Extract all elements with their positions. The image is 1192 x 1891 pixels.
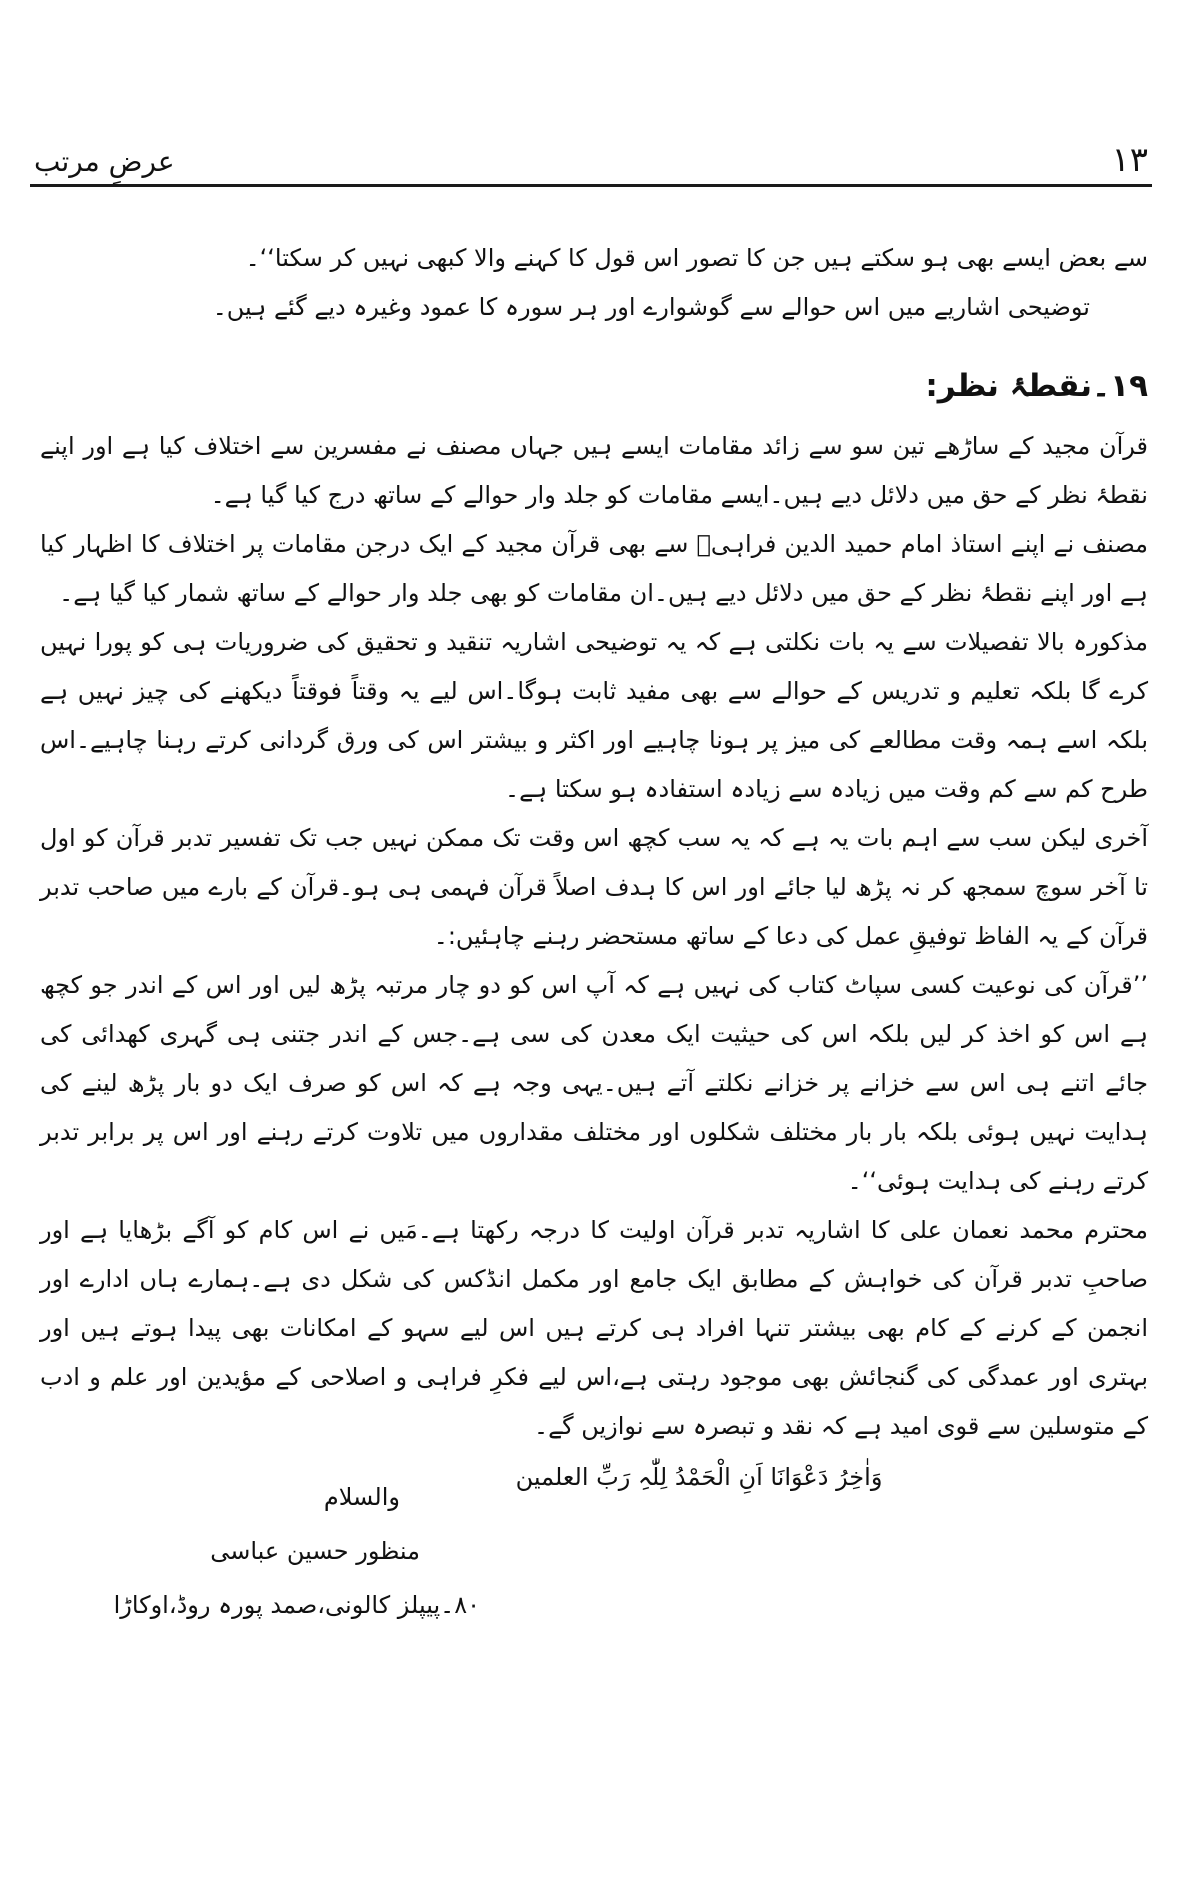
- paragraph: مذکورہ بالا تفصیلات سے یہ بات نکلتی ہے کہ یہ توضیحی اشاریہ تنقید و تحقیق کی ضروریات ہی کو پورا نہیں کرے گا بلکہ تعلیم و تدریس کے حوالے سے بھی مفید ثابت ہوگا۔اس لیے یہ وقتاً فوقتاً دیکھنے کی چیز نہیں ہے بلکہ اسے ہمہ وقت مطالعے کی میز پر ہونا چاہیے اور اکثر و بیشتر اس کی ورق گردانی کرتے رہنا چاہیے۔اس طرح کم سے کم وقت میں زیادہ سے زیادہ استفادہ ہو سکتا ہے۔: [40, 628, 1148, 803]
- intro-line-2: توضیحی اشاریے میں اس حوالے سے گوشوارے اور ہر سورہ کا عمود وغیرہ دیے گئے ہیں۔: [212, 293, 1090, 321]
- block-quote: ’’قرآن کی نوعیت کسی سپاٹ کتاب کی نہیں ہے کہ آپ اس کو دو چار مرتبہ پڑھ لیں اور اس کے اندر جو کچھ ہے اس کو اخذ کر لیں بلکہ اس کی حیثیت ایک معدن کی سی ہے۔جس کے اندر جتنی ہی گہری کھدائی کی جائے اتنے ہی اس سے خزانے پر خزانے نکلتے آتے ہیں۔یہی وجہ ہے کہ اس کو صرف ایک دو بار پڑھ لینے کی ہدایت نہیں ہوئی بلکہ بار بار مختلف شکلوں اور مختلف مقداروں میں تلاوت کرتے رہنے اور اس پر برابر تدبر کرتے رہنے کی ہدایت ہوئی‘‘۔: [40, 971, 1148, 1195]
- closing-dua: وَاٰخِرُ دَعْوَانَا اَنِ الْحَمْدُ لِلّٰہِ رَبِّ العلمین: [515, 1463, 883, 1491]
- intro-line-1: سے بعض ایسے بھی ہو سکتے ہیں جن کا تصور اس قول کا کہنے والا کبھی نہیں کر سکتا‘‘۔: [245, 244, 1148, 272]
- body-text: [40, 234, 1148, 1502]
- running-header: [30, 140, 1152, 184]
- section-heading: ۱۹۔نقطۂ نظر:: [925, 368, 1148, 404]
- page-number: ۱۳: [1111, 140, 1148, 180]
- signature-block: [60, 1470, 480, 1632]
- signature-address: ۸۰۔پیپلز کالونی،صمد پورہ روڈ،اوکاڑا: [113, 1591, 480, 1619]
- running-title: عرضِ مرتب: [34, 145, 175, 178]
- signature-name: منظور حسین عباسی: [210, 1537, 420, 1565]
- paragraph: محترم محمد نعمان علی کا اشاریہ تدبر قرآن اولیت کا درجہ رکھتا ہے۔مَیں نے اس کام کو آگے بڑھایا ہے اور صاحبِ تدبر قرآن کی خواہش کے مطابق ایک جامع اور مکمل انڈکس کی شکل دی ہے۔ہمارے ہاں ادارے اور انجمن کے کرنے کے کام بھی بیشتر تنہا افراد ہی کرتے ہیں اس لیے سہو کے امکانات بھی پیدا ہوتے ہیں اور بہتری اور عمدگی کی گنجائش بھی موجود رہتی ہے،اس لیے فکرِ فراہی و اصلاحی کے مؤیدین اور علم و ادب کے متوسلین سے قوی امید ہے کہ نقد و تبصرہ سے نوازیں گے۔: [40, 1216, 1148, 1440]
- paragraph: آخری لیکن سب سے اہم بات یہ ہے کہ یہ سب کچھ اس وقت تک ممکن نہیں جب تک تفسیر تدبر قرآن کو اول تا آخر سوچ سمجھ کر نہ پڑھ لیا جائے اور اس کا ہدف اصلاً قرآن فہمی ہی ہو۔قرآن کے بارے میں صاحب تدبر قرآن کے یہ الفاظ توفیقِ عمل کی دعا کے ساتھ مستحضر رہنے چاہئیں:۔: [40, 824, 1148, 950]
- header-divider: [30, 184, 1152, 187]
- paragraph: قرآن مجید کے ساڑھے تین سو سے زائد مقامات ایسے ہیں جہاں مصنف نے مفسرین سے اختلاف کیا ہے اور اپنے نقطۂ نظر کے حق میں دلائل دیے ہیں۔ایسے مقامات کو جلد وار حوالے کے ساتھ درج کیا گیا ہے۔: [40, 432, 1148, 509]
- signature-salutation: والسلام: [323, 1483, 400, 1511]
- paragraph: مصنف نے اپنے استاذ امام حمید الدین فراہیؒ سے بھی قرآن مجید کے ایک درجن مقامات پر اختلاف کا اظہار کیا ہے اور اپنے نقطۂ نظر کے حق میں دلائل دیے ہیں۔ان مقامات کو بھی جلد وار حوالے کے ساتھ شمار کیا گیا ہے۔: [40, 530, 1148, 607]
